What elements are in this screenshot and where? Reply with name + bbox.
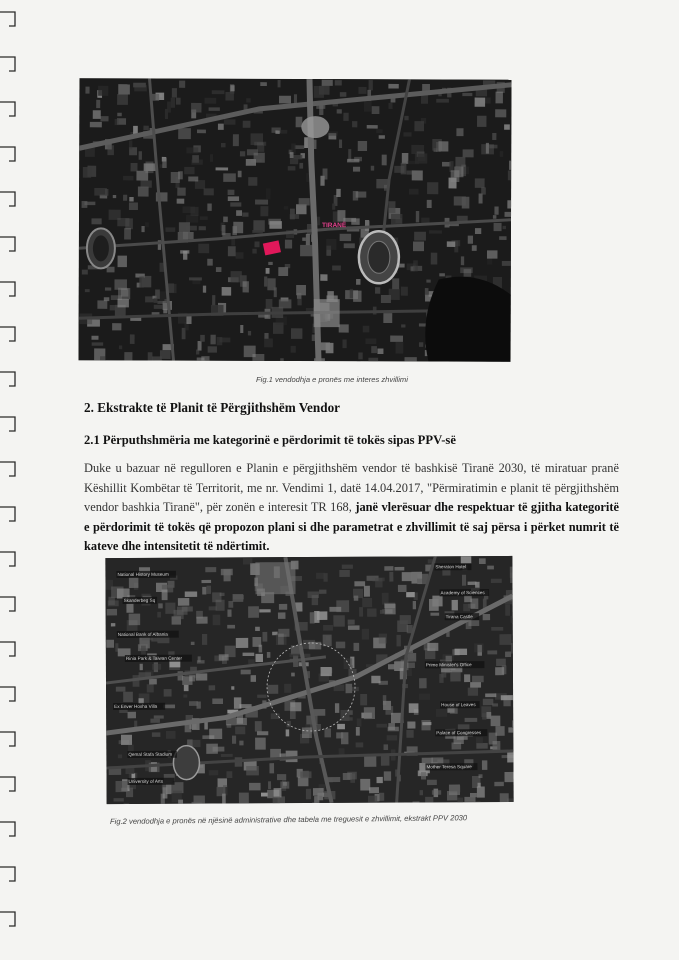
map-landmark-label: Tirana Castle [445, 614, 473, 620]
paragraph-bold-text: janë vlerësuar dhe respektuar të gjitha kategoritë e përdorimit të tokës që propozon plani si dhe parametrat e zhvillimit të saj përsa i përket numrit të kateve dhe intensitetit të ndërtimit. [84, 500, 619, 554]
section-2-heading: 2. Ekstrakte të Planit të Përgjithshëm Vendor [84, 400, 341, 415]
map-landmark-label: Prime Minister's Office [425, 662, 472, 668]
figure-1-satellite-map [79, 78, 512, 362]
figure-2-caption: Fig.2 vendodhja e pronës në njësinë administrative dhe tabela me treguesit e zhvillimit, ekstrakt PPV 2030 [109, 813, 468, 826]
map-landmark-label: Rinia Park & Taiwan Center [125, 655, 182, 661]
map-landmark-label: Qemal Stafa Stadium [128, 751, 173, 757]
map-landmark-label: National Bank of Albania [117, 631, 168, 638]
map-label-tirane: TIRANË [321, 222, 347, 230]
figure-1-caption: Fig.1 vendodhja e pronës me interes zhvillimi [256, 375, 408, 384]
map-landmark-label: House of Leaves [441, 702, 476, 708]
map-landmark-label: Sheraton Hotel [435, 564, 467, 570]
map-landmark-label: Mother Teresa Square [426, 764, 472, 770]
figure-2-ppv-map [105, 556, 513, 804]
map-landmark-label: Ex Enver Hoxha Villa [114, 703, 158, 710]
map-landmark-label: National History Museum [117, 571, 169, 578]
section-2-1-heading: 2.1 Përputhshmëria me kategorinë e përdorimit të tokës sipas PPV-së [84, 433, 456, 447]
section-2-1-paragraph [84, 459, 619, 557]
map-landmark-label: Skanderbeg Sq [123, 597, 156, 603]
map-landmark-label: Palace of Congresses [436, 730, 482, 736]
map-landmark-label: Academy of Sciences [440, 590, 485, 596]
map-landmark-label: University of Arts [128, 778, 164, 784]
paragraph-regular-text: Duke u bazuar në regulloren e Planin e përgjithshëm vendor të bashkisë Tiranë 2030, të miratuar pranë Këshillit Kombëtar të Territorit, me nr. Vendimi 1, datë 14.04.2017, "Përmiratimin e planit të përgjithshëm vendor bashkia Tiranë", për zonën e interesit TR 168, [84, 461, 619, 515]
